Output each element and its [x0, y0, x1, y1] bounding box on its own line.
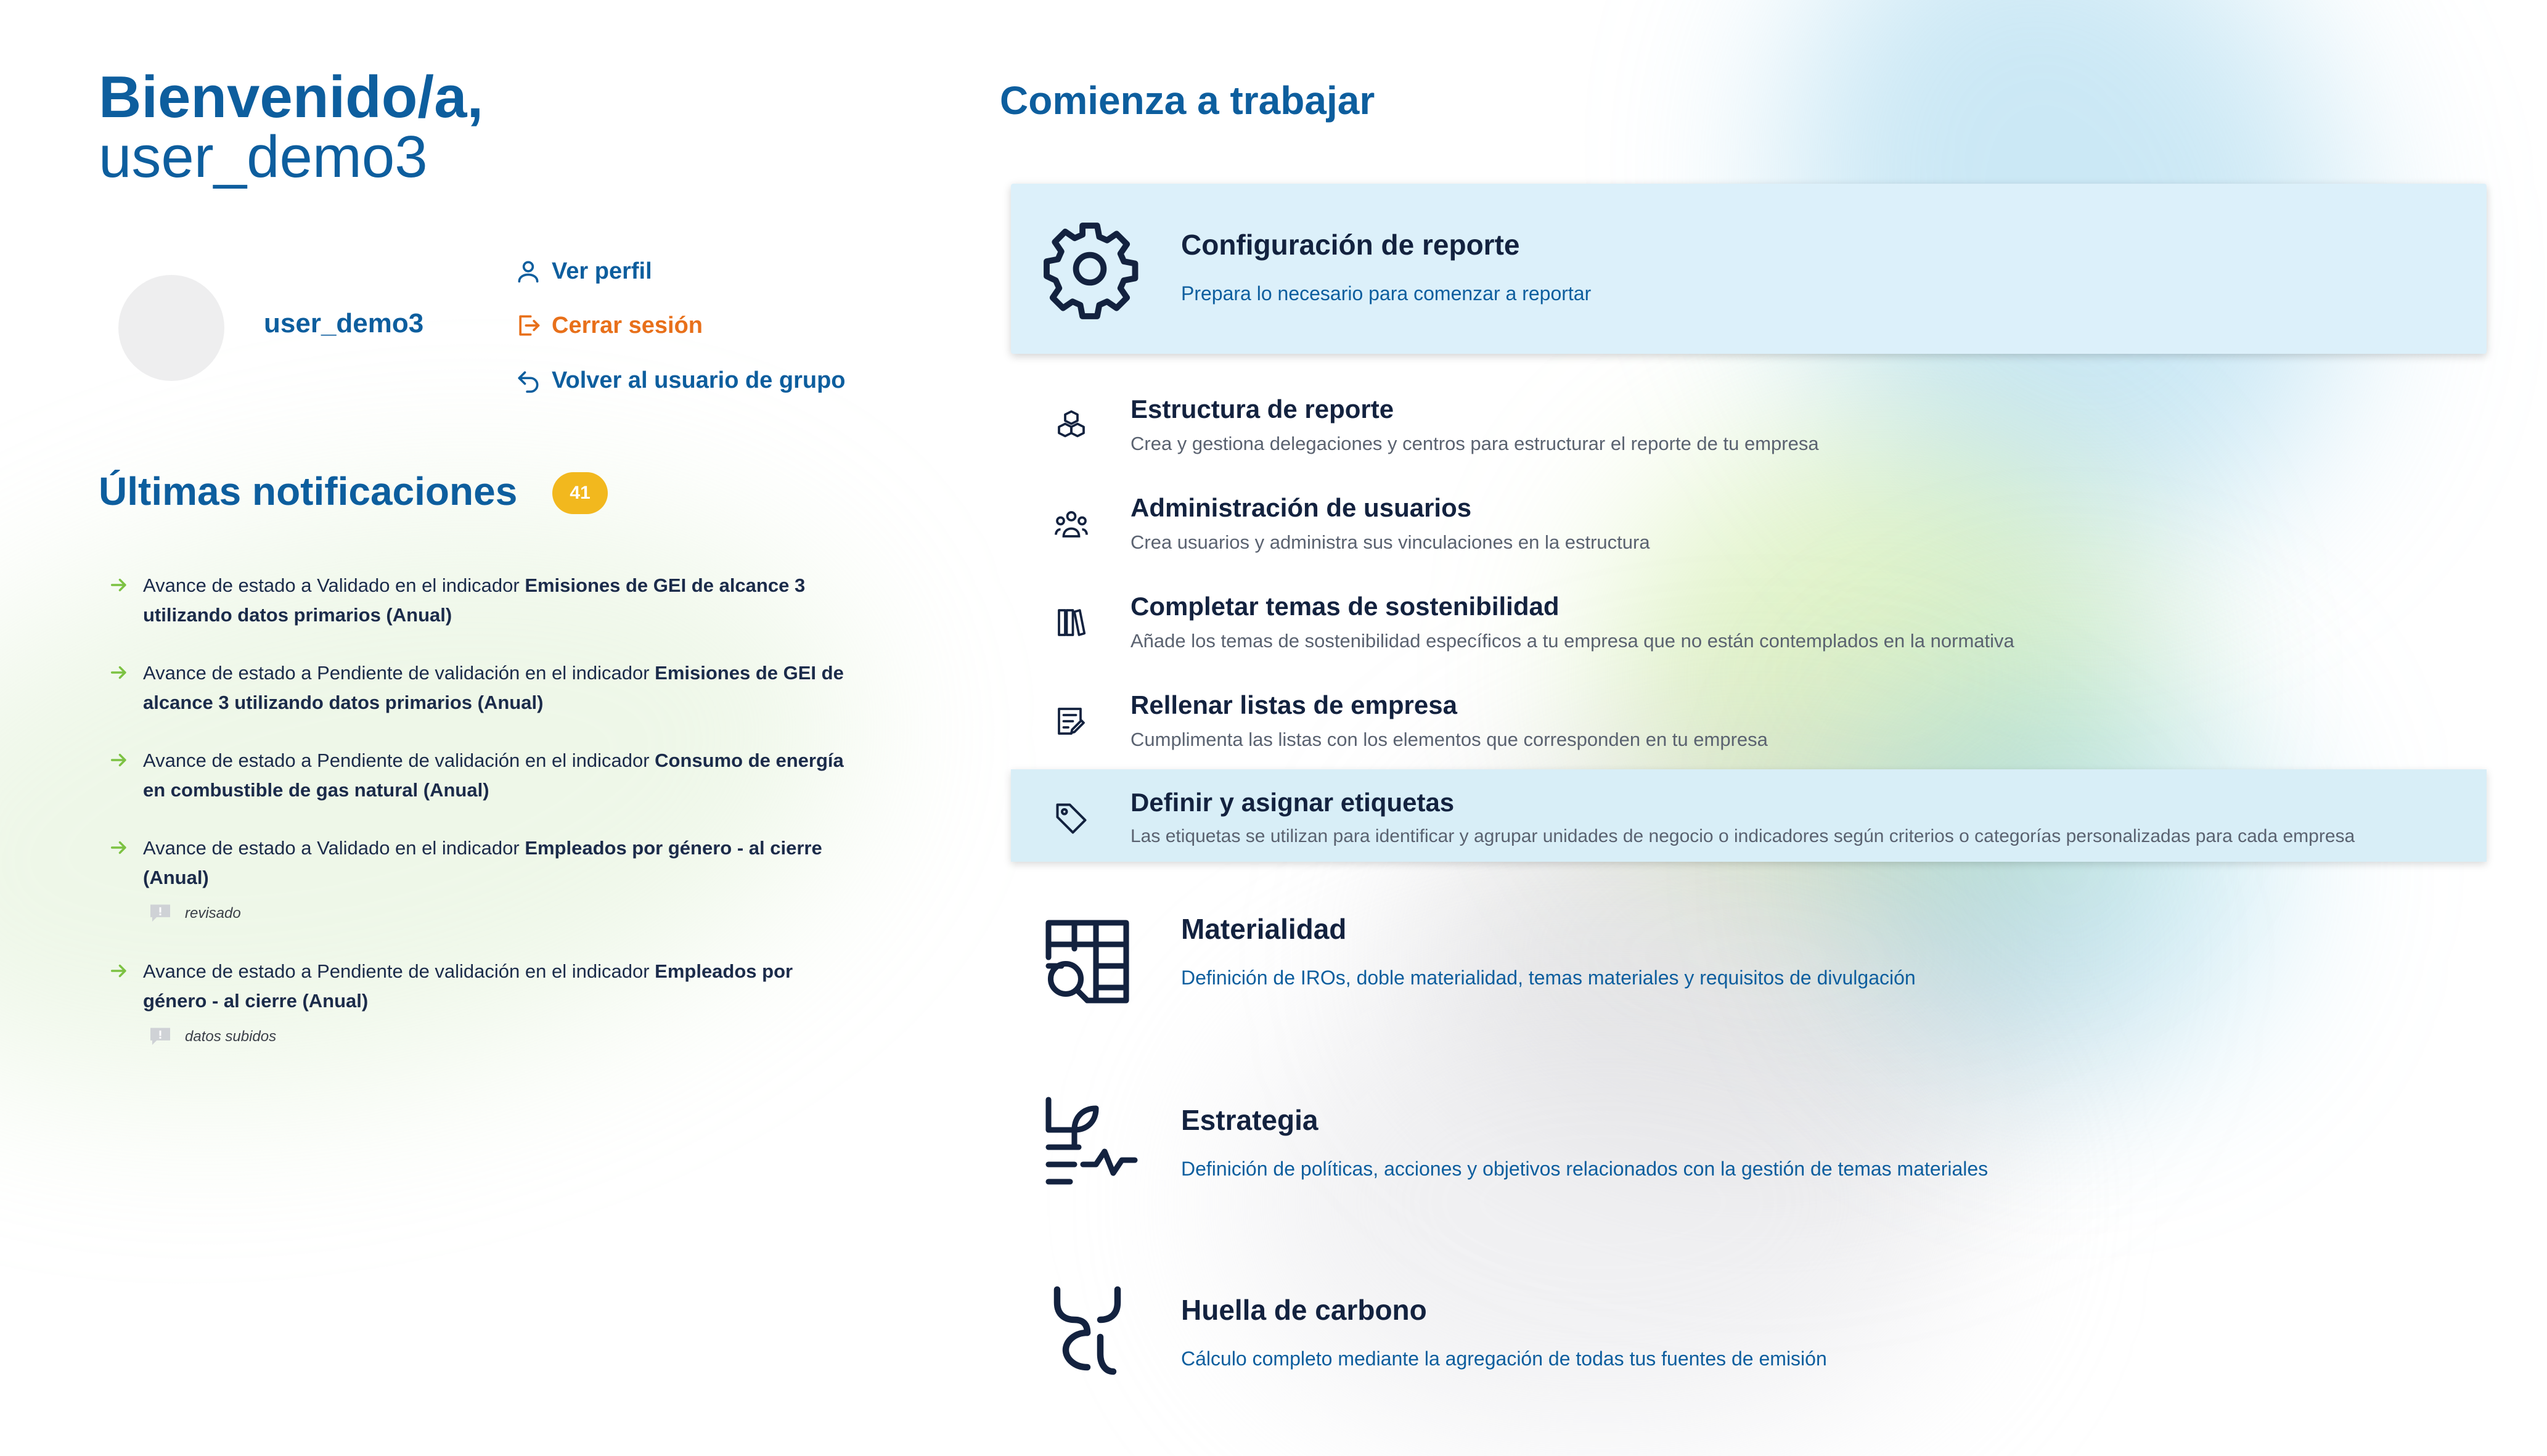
company-lists-desc: Cumplimenta las listas con los elementos que corresponden en tu empresa: [1130, 729, 1768, 750]
report-config-title: Configuración de reporte: [1181, 229, 1520, 261]
arrow-right-icon: [108, 662, 129, 683]
avatar: [118, 275, 224, 381]
notification-item[interactable]: [108, 658, 854, 718]
comment-icon: [149, 904, 171, 923]
notification-item[interactable]: [108, 957, 854, 1052]
carbon-footprint-title: Huella de carbono: [1181, 1294, 1427, 1326]
report-config-card[interactable]: [1011, 184, 2487, 354]
start-working-title: Comienza a trabajar: [1000, 78, 1375, 123]
logout-link[interactable]: [515, 312, 703, 339]
notification-comment-text: datos subidos: [185, 1028, 277, 1045]
materiality-desc: Definición de IROs, doble materialidad, temas materiales y requisitos de divulgación: [1181, 967, 1916, 989]
profile-name: user_demo3: [264, 308, 424, 338]
notifications-count-badge: 41: [552, 472, 608, 514]
strategy-title: Estrategia: [1181, 1104, 1318, 1136]
notification-text: Avance de estado a Pendiente de validación en el indicador: [143, 750, 655, 771]
strategy-module[interactable]: [1011, 1079, 2487, 1221]
undo-arrow-icon: [515, 367, 542, 394]
notification-comment: [143, 1022, 854, 1052]
company-lists-title: Rellenar listas de empresa: [1130, 690, 1457, 719]
gear-icon: [1038, 217, 1142, 321]
user-icon: [515, 258, 542, 285]
welcome-greeting: Bienvenido/a,: [99, 64, 484, 130]
notification-indicator: Empleados por género - al cierre (Anual): [143, 837, 822, 888]
notification-item[interactable]: [108, 833, 854, 928]
notification-indicator: Empleados por género - al cierre (Anual): [143, 960, 793, 1012]
tags-item[interactable]: [1011, 769, 2487, 862]
sustainability-topics-desc: Añade los temas de sostenibilidad específicos a tu empresa que no están contemplados en la normativa: [1130, 630, 2014, 652]
plant-chart-icon: [1036, 1091, 1139, 1195]
user-admin-item[interactable]: [1011, 475, 2487, 567]
grid-search-icon: [1036, 910, 1139, 1013]
tags-desc: Las etiquetas se utilizan para identificar y agrupar unidades de negocio o indicadores según criterios o categorías personalizadas para cada empresa: [1130, 826, 2355, 846]
notifications-title: Últimas notificaciones: [99, 469, 518, 513]
logout-icon: [515, 312, 542, 339]
footprint-icon: [1036, 1281, 1139, 1384]
tag-icon: [1053, 800, 1090, 837]
back-group-user-label: Volver al usuario de grupo: [552, 367, 846, 393]
back-group-user-link[interactable]: [515, 367, 846, 394]
carbon-footprint-desc: Cálculo completo mediante la agregación de todas tus fuentes de emisión: [1181, 1348, 1827, 1370]
users-icon: [1053, 505, 1090, 542]
materiality-title: Materialidad: [1181, 913, 1347, 945]
list-edit-icon: [1053, 703, 1090, 740]
arrow-right-icon: [108, 837, 129, 858]
logout-label: Cerrar sesión: [552, 312, 703, 338]
welcome-username: user_demo3: [99, 124, 428, 190]
materiality-module[interactable]: [1011, 888, 2487, 1029]
user-admin-title: Administración de usuarios: [1130, 493, 1472, 522]
report-structure-title: Estructura de reporte: [1130, 395, 1394, 423]
user-admin-desc: Crea usuarios y administra sus vinculaciones en la estructura: [1130, 531, 1650, 553]
notification-indicator: Consumo de energía en combustible de gas natural (Anual): [143, 750, 844, 801]
books-icon: [1053, 604, 1090, 641]
notification-text: Avance de estado a Validado en el indicador: [143, 575, 525, 596]
notification-comment: [143, 899, 854, 928]
report-structure-desc: Crea y gestiona delegaciones y centros para estructurar el reporte de tu empresa: [1130, 433, 1819, 454]
notification-text: Avance de estado a Pendiente de validación en el indicador: [143, 662, 655, 684]
notification-text: Avance de estado a Validado en el indicador: [143, 837, 525, 859]
carbon-footprint-module[interactable]: [1011, 1269, 2487, 1410]
notification-item[interactable]: [108, 746, 854, 805]
sustainability-topics-title: Completar temas de sostenibilidad: [1130, 592, 1560, 621]
notification-comment-text: revisado: [185, 905, 241, 922]
tags-title: Definir y asignar etiquetas: [1130, 788, 1455, 817]
report-config-desc: Prepara lo necesario para comenzar a reportar: [1181, 282, 1592, 305]
notifications-list: [108, 571, 854, 1080]
comment-icon: [149, 1027, 171, 1047]
report-structure-item[interactable]: [1011, 376, 2487, 468]
notification-indicator: Emisiones de GEI de alcance 3 utilizando datos primarios (Anual): [143, 575, 806, 626]
view-profile-label: Ver perfil: [552, 258, 652, 284]
notification-indicator: Emisiones de GEI de alcance 3 utilizando datos primarios (Anual): [143, 662, 844, 713]
sustainability-topics-item[interactable]: [1011, 573, 2487, 666]
notification-item[interactable]: [108, 571, 854, 630]
company-lists-item[interactable]: [1011, 672, 2487, 764]
strategy-desc: Definición de políticas, acciones y objetivos relacionados con la gestión de temas materiales: [1181, 1158, 1989, 1180]
arrow-right-icon: [108, 960, 129, 981]
arrow-right-icon: [108, 750, 129, 771]
arrow-right-icon: [108, 575, 129, 595]
notification-text: Avance de estado a Pendiente de validación en el indicador: [143, 960, 655, 982]
view-profile-link[interactable]: [515, 258, 652, 285]
cubes-icon: [1053, 407, 1090, 444]
